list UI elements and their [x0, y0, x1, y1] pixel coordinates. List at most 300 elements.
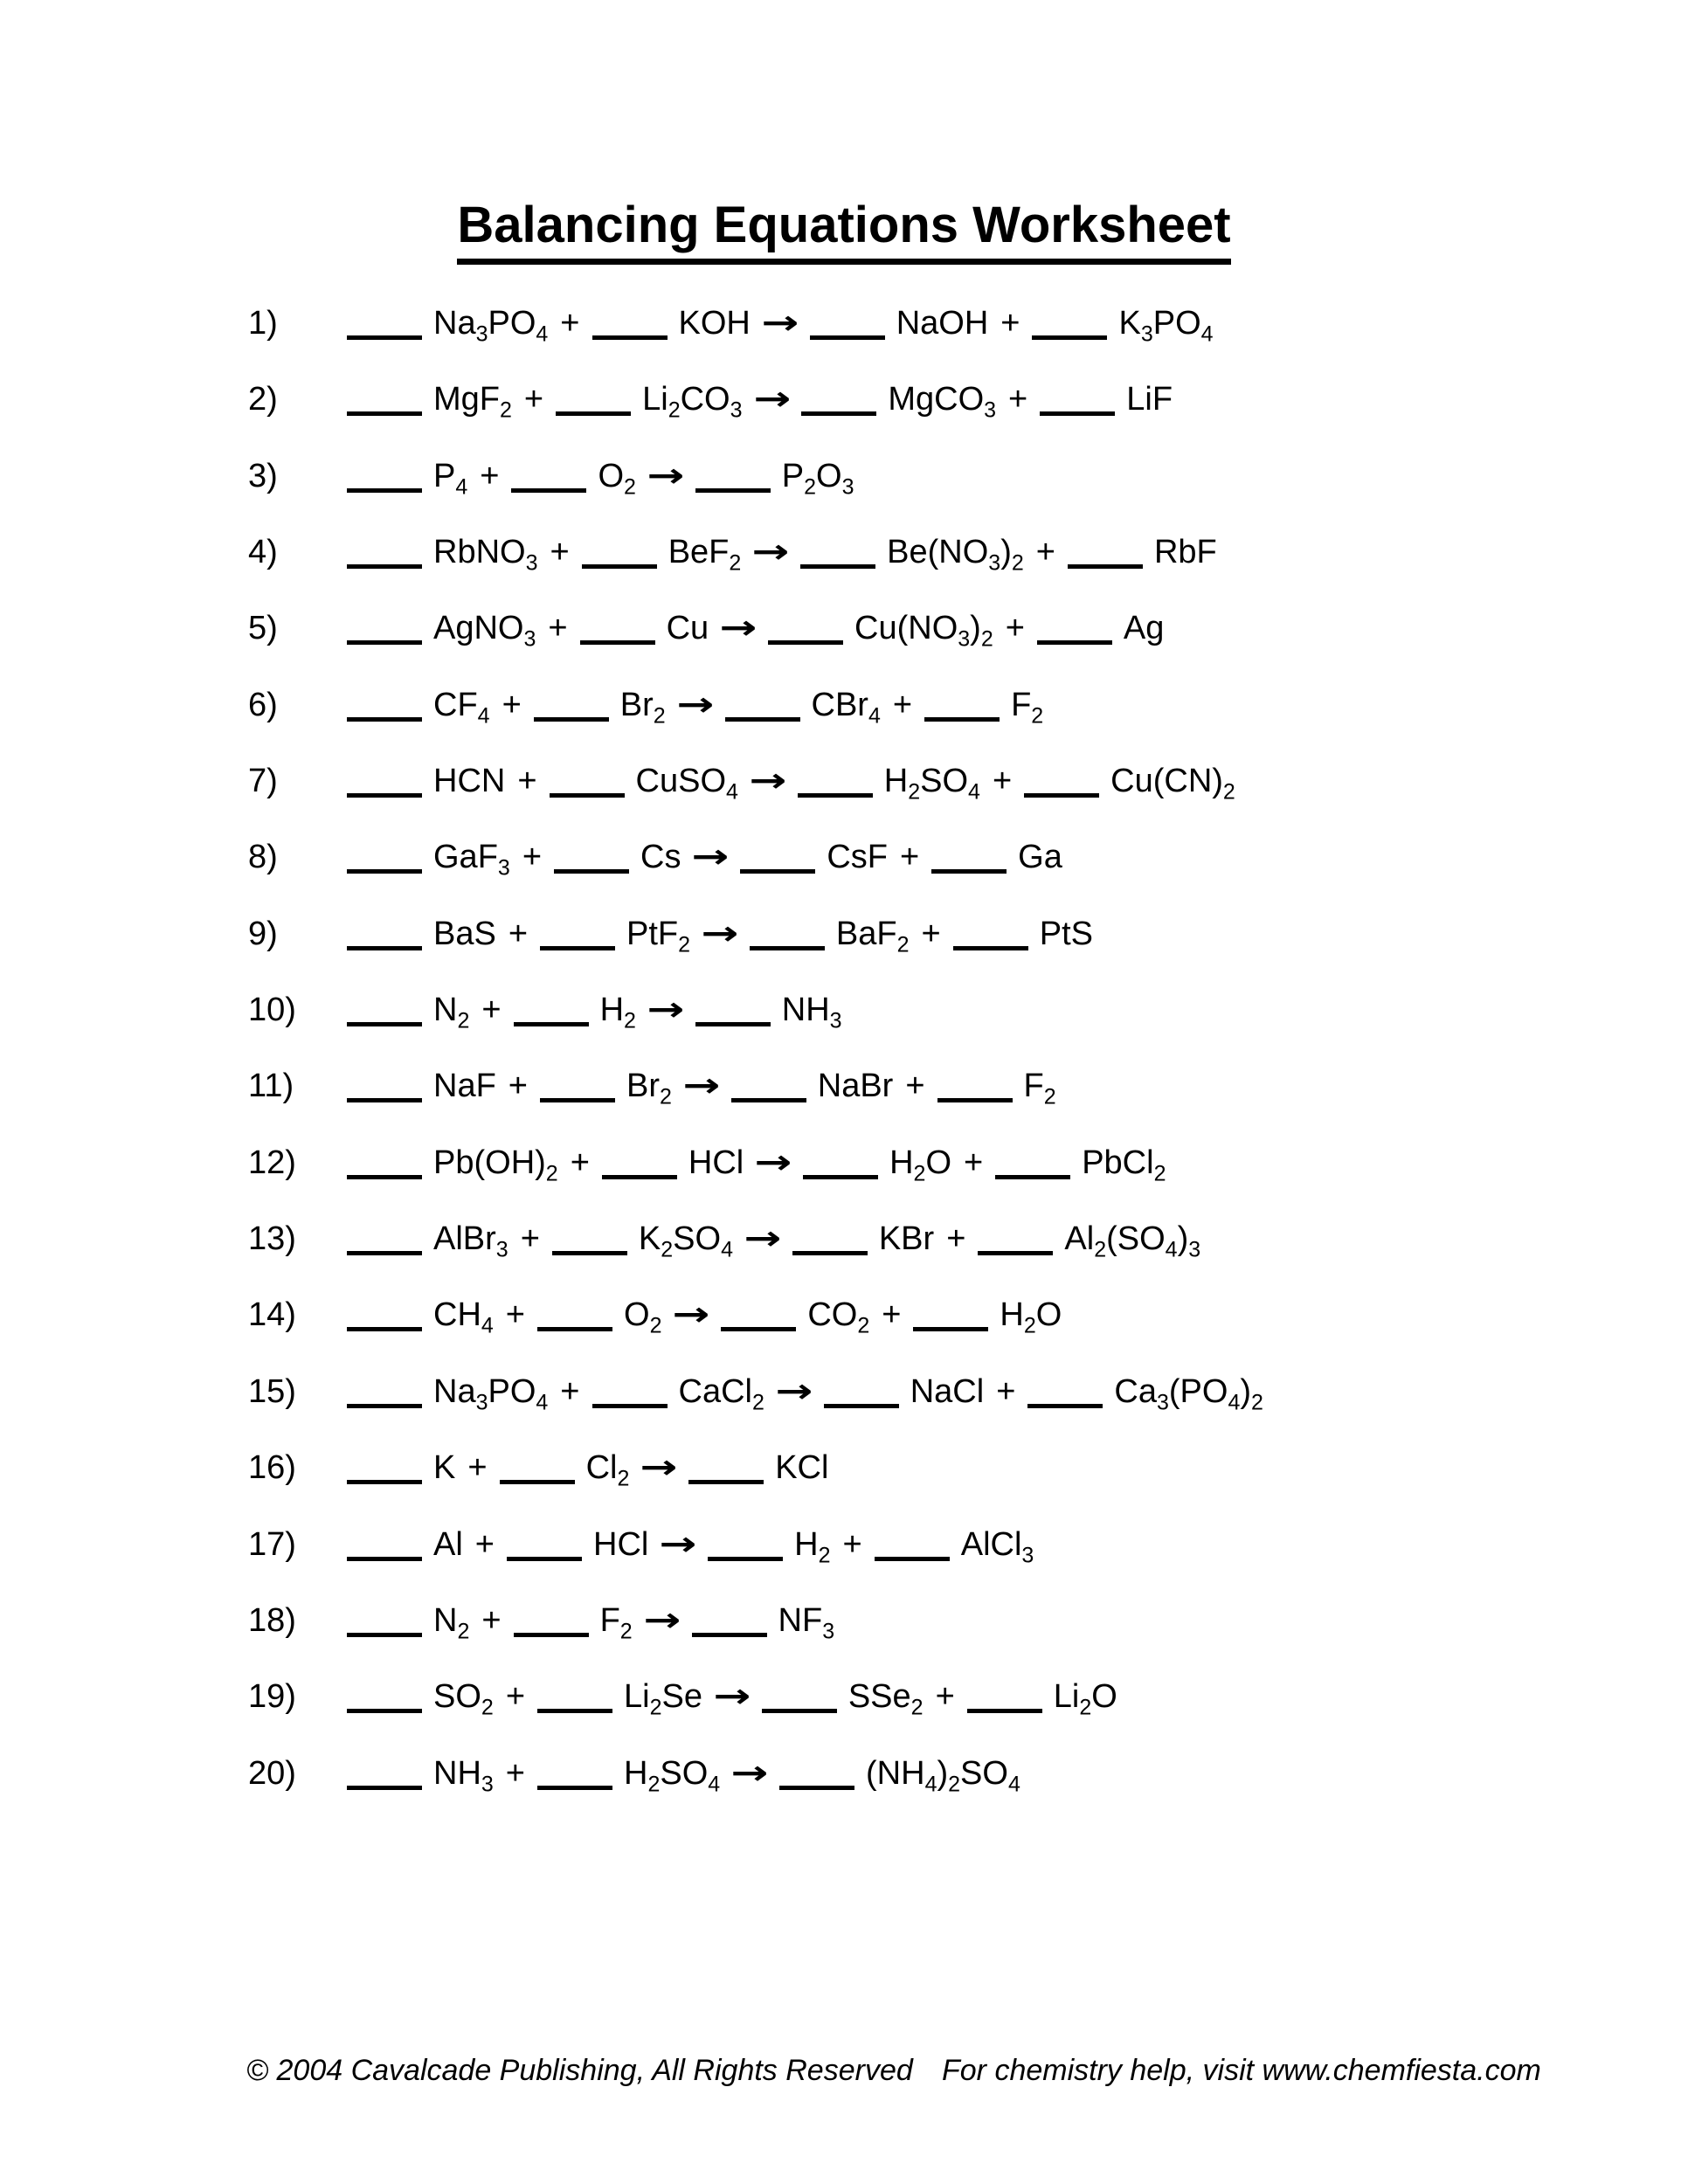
subscript: 3: [481, 1772, 494, 1797]
plus-sign: +: [508, 915, 529, 952]
equation-number: 7): [248, 763, 278, 800]
subscript: 2: [545, 1161, 558, 1186]
subscript: 4: [1007, 1772, 1020, 1797]
chemical-formula: Ag: [1123, 610, 1165, 647]
equation-number: 17): [248, 1525, 296, 1563]
chemical-formula: MgCO$_3$: [888, 381, 997, 423]
subscript: 3: [822, 1619, 835, 1644]
subscript: 3: [495, 1237, 508, 1262]
coefficient-blank: [537, 1301, 612, 1331]
chemical-formula: BaS: [433, 915, 496, 952]
subscript: 2: [653, 703, 666, 729]
equation-number: 18): [248, 1601, 296, 1639]
coefficient-blank: [801, 385, 876, 416]
coefficient-blank: [347, 385, 422, 416]
subscript: 3: [525, 550, 538, 576]
coefficient-blank: [779, 1759, 854, 1790]
coefficient-blank: [347, 462, 422, 493]
chemical-formula: $H_2SO_4$: [883, 763, 980, 805]
arrow-icon: →: [752, 379, 791, 418]
equation-row: [248, 1370, 1611, 1446]
equation-number: 3): [248, 457, 278, 494]
arrow-icon: →: [744, 1219, 782, 1258]
plus-sign: +: [505, 1296, 525, 1334]
chemical-formula: $CH_4$: [433, 1296, 494, 1339]
coefficient-blank: [750, 920, 825, 950]
coefficient-blank: [347, 691, 422, 722]
coefficient-blank: [953, 920, 1028, 950]
coefficient-blank: [556, 385, 631, 416]
coefficient-blank: [347, 538, 422, 569]
page-title: Balancing Equations Worksheet: [457, 199, 1230, 265]
arrow-icon: →: [659, 1524, 697, 1563]
arrow-icon: →: [719, 608, 758, 647]
chemical-formula: RbF: [1153, 534, 1217, 571]
subscript: 2: [661, 1237, 674, 1262]
arrow-icon: →: [672, 1295, 710, 1334]
coefficient-blank: [1027, 1378, 1103, 1408]
equation-number: 11): [248, 1068, 294, 1105]
coefficient-blank: [537, 1683, 612, 1713]
chemical-formula: CuSO$_4$: [635, 763, 738, 805]
coefficient-blank: [511, 462, 586, 493]
chemical-formula: Al: [433, 1525, 463, 1563]
chemical-formula: NaF: [433, 1068, 496, 1105]
subscript: 3: [497, 856, 510, 881]
equation-row: [248, 759, 1611, 835]
coefficient-blank: [708, 1531, 783, 1561]
equation-number: 12): [248, 1144, 296, 1181]
subscript: 3: [1021, 1543, 1034, 1568]
coefficient-blank: [798, 767, 873, 798]
chemical-formula: Cu: [666, 610, 709, 647]
equation-number: 4): [248, 534, 278, 571]
equation-number: 10): [248, 992, 296, 1029]
subscript: 3: [988, 550, 1001, 576]
chemical-formula: CBr$_4$: [811, 686, 881, 729]
plus-sign: +: [882, 1296, 902, 1334]
coefficient-blank: [967, 1683, 1042, 1713]
coefficient-blank: [1040, 385, 1115, 416]
subscript: 3: [1156, 1390, 1169, 1415]
coefficient-blank: [514, 996, 589, 1026]
plus-sign: +: [1005, 610, 1025, 647]
coefficient-blank: [695, 462, 771, 493]
equation-number: 6): [248, 686, 278, 723]
equation-row: [248, 1141, 1611, 1217]
equation-number: 9): [248, 915, 278, 952]
equation-row: [248, 988, 1611, 1064]
chemical-formula: Ga: [1018, 839, 1062, 876]
subscript: 4: [726, 779, 738, 805]
chemical-formula: GaF$_3$: [433, 839, 510, 881]
chemical-formula: $Cu(CN)_2$: [1110, 763, 1235, 805]
coefficient-blank: [347, 1301, 422, 1331]
chemical-formula: $O_2$: [624, 1296, 662, 1339]
subscript: 4: [708, 1772, 721, 1797]
page-header: [0, 199, 1688, 265]
coefficient-blank: [924, 691, 1000, 722]
subscript: 4: [477, 703, 490, 729]
subscript: 2: [948, 1772, 961, 1797]
subscript: 2: [678, 932, 691, 957]
subscript: 2: [908, 779, 921, 805]
chemical-formula: HCl: [688, 1144, 744, 1181]
coefficient-blank: [1068, 538, 1143, 569]
arrow-icon: →: [691, 837, 730, 876]
chemical-formula: NaOH: [896, 305, 989, 342]
subscript: 2: [751, 1390, 764, 1415]
coefficient-blank: [537, 1759, 612, 1790]
coefficient-blank: [792, 1225, 868, 1255]
coefficient-blank: [725, 691, 800, 722]
chemical-formula: $H_2O$: [1000, 1296, 1062, 1339]
subscript: 2: [481, 1695, 494, 1720]
coefficient-blank: [762, 1683, 837, 1713]
arrow-icon: →: [775, 1371, 813, 1410]
plus-sign: +: [481, 1601, 502, 1639]
plus-sign: +: [905, 1068, 925, 1105]
plus-sign: +: [505, 1754, 525, 1792]
equation-number: 1): [248, 305, 278, 342]
chemical-formula: BeF$_2$: [668, 534, 742, 576]
equation-row: [248, 454, 1611, 530]
chemical-formula: RbNO$_3$: [433, 534, 538, 576]
coefficient-blank: [507, 1531, 582, 1561]
subscript: 2: [980, 626, 993, 652]
arrow-icon: →: [751, 532, 790, 571]
chemical-formula: $N_2$: [433, 992, 470, 1033]
plus-sign: +: [996, 1372, 1016, 1410]
subscript: 2: [804, 474, 817, 500]
coefficient-blank: [347, 1607, 422, 1637]
arrow-icon: →: [713, 1676, 751, 1716]
plus-sign: +: [992, 763, 1013, 800]
chemical-formula: AlCl$_3$: [960, 1525, 1034, 1568]
equation-row: [248, 1675, 1611, 1751]
coefficient-blank: [1024, 767, 1099, 798]
subscript: 2: [818, 1543, 831, 1568]
coefficient-blank: [1032, 309, 1107, 340]
subscript: 4: [1200, 321, 1214, 347]
subscript: 4: [1165, 1237, 1178, 1262]
chemical-formula: $NH_3$: [433, 1754, 494, 1797]
plus-sign: +: [550, 534, 570, 571]
plus-sign: +: [517, 763, 537, 800]
plus-sign: +: [560, 305, 580, 342]
subscript: 2: [624, 474, 636, 500]
footer-copyright: © 2004 Cavalcade Publishing, All Rights Reserved: [246, 2054, 913, 2087]
equation-row: [248, 1446, 1611, 1522]
subscript: 2: [500, 397, 512, 423]
subscript: 4: [868, 703, 881, 729]
subscript: 3: [730, 397, 743, 423]
plus-sign: +: [1000, 305, 1020, 342]
chemical-formula: SSe$_2$: [847, 1678, 924, 1720]
arrow-icon: →: [761, 303, 799, 342]
chemical-formula: $SO_2$: [433, 1678, 494, 1720]
chemical-formula: $Na_3PO_4$: [433, 1372, 549, 1415]
chemical-formula: $Be(NO_3)_2$: [887, 534, 1024, 576]
subscript: 4: [968, 779, 980, 805]
equation-row: [248, 606, 1611, 682]
chemical-formula: $N_2$: [433, 1601, 470, 1644]
coefficient-blank: [347, 1454, 422, 1484]
plus-sign: +: [522, 839, 543, 876]
subscript: 4: [1228, 1390, 1241, 1415]
chemical-formula: $Ca_3(PO_4)_2$: [1114, 1372, 1263, 1415]
subscript: 2: [857, 1314, 870, 1339]
subscript: 2: [1023, 1314, 1036, 1339]
coefficient-blank: [347, 920, 422, 950]
coefficient-blank: [347, 1072, 422, 1102]
chemical-formula: MgF$_2$: [433, 381, 512, 423]
coefficient-blank: [347, 843, 422, 874]
plus-sign: +: [560, 1372, 580, 1410]
coefficient-blank: [995, 1149, 1070, 1179]
arrow-icon: →: [647, 990, 685, 1029]
coefficient-blank: [592, 309, 668, 340]
subscript: 2: [649, 1695, 662, 1720]
subscript: 2: [910, 1695, 924, 1720]
coefficient-blank: [514, 1607, 589, 1637]
chemical-formula: $NH_3$: [781, 992, 842, 1033]
chemical-formula: $Li_2O$: [1053, 1678, 1117, 1720]
chemical-formula: K: [433, 1449, 456, 1487]
coefficient-blank: [875, 1531, 950, 1561]
subscript: 2: [729, 550, 742, 576]
plus-sign: +: [502, 686, 522, 723]
plus-sign: +: [935, 1678, 955, 1716]
equation-row: [248, 530, 1611, 606]
coefficient-blank: [347, 1225, 422, 1255]
coefficient-blank: [803, 1149, 878, 1179]
subscript: 2: [647, 1772, 661, 1797]
subscript: 4: [721, 1237, 733, 1262]
chemical-formula: $Cl_2$: [585, 1449, 630, 1491]
plus-sign: +: [921, 915, 941, 952]
subscript: 2: [1043, 1085, 1056, 1110]
coefficient-blank: [540, 1072, 615, 1102]
subscript: 4: [536, 1390, 549, 1415]
plus-sign: +: [508, 1068, 528, 1105]
chemical-formula: $P_2O_3$: [781, 457, 854, 500]
arrow-icon: →: [676, 684, 715, 723]
chemical-formula: $CO_2$: [807, 1296, 870, 1339]
chemical-formula: AgNO$_3$: [433, 610, 536, 652]
equation-number: 14): [248, 1296, 296, 1334]
subscript: 2: [1094, 1237, 1107, 1262]
chemical-formula: NaBr: [817, 1068, 894, 1105]
subscript: 3: [958, 626, 971, 652]
subscript: 2: [1031, 703, 1044, 729]
subscript: 3: [829, 1008, 842, 1033]
plus-sign: +: [1035, 534, 1055, 571]
coefficient-blank: [740, 843, 815, 874]
chemical-formula: KBr: [878, 1220, 935, 1258]
chemical-formula: $Pb(OH)_2$: [433, 1144, 558, 1186]
coefficient-blank: [347, 1378, 422, 1408]
subscript: 2: [1153, 1161, 1166, 1186]
subscript: 2: [619, 1619, 633, 1644]
arrow-icon: →: [640, 1448, 678, 1487]
plus-sign: +: [474, 1525, 495, 1563]
plus-sign: +: [548, 610, 568, 647]
subscript: 2: [457, 1619, 470, 1644]
equation-number: 15): [248, 1372, 296, 1410]
coefficient-blank: [347, 1759, 422, 1790]
plus-sign: +: [899, 839, 920, 876]
chemical-formula: $Na_3PO_4$: [433, 305, 549, 347]
coefficient-blank: [978, 1225, 1053, 1255]
coefficient-blank: [824, 1378, 899, 1408]
equation-row: [248, 835, 1611, 911]
plus-sign: +: [481, 992, 502, 1029]
subscript: 4: [481, 1314, 494, 1339]
chemical-formula: BaF$_2$: [835, 915, 910, 957]
coefficient-blank: [602, 1149, 677, 1179]
subscript: 4: [924, 1772, 937, 1797]
equation-row: [248, 1217, 1611, 1293]
subscript: 2: [896, 932, 910, 957]
equation-row: [248, 377, 1611, 453]
equation-number: 5): [248, 610, 278, 647]
equation-number: 13): [248, 1220, 296, 1258]
chemical-formula: $F_2$: [1011, 686, 1044, 729]
coefficient-blank: [347, 1149, 422, 1179]
subscript: 2: [457, 1008, 470, 1033]
chemical-formula: $F_2$: [599, 1601, 633, 1644]
equation-number: 20): [248, 1754, 296, 1792]
equation-number: 19): [248, 1678, 296, 1716]
subscript: 2: [617, 1466, 630, 1491]
chemical-formula: $Al_2(SO_4)_3$: [1064, 1220, 1201, 1262]
chemical-formula: CaCl$_2$: [678, 1372, 764, 1415]
coefficient-blank: [347, 996, 422, 1026]
subscript: 2: [1011, 550, 1024, 576]
subscript: 3: [841, 474, 854, 500]
equation-number: 2): [248, 381, 278, 418]
coefficient-blank: [692, 1607, 767, 1637]
coefficient-blank: [800, 538, 875, 569]
equation-list: [248, 301, 1611, 1828]
chemical-formula: HCl: [593, 1525, 649, 1563]
subscript: 2: [668, 397, 681, 423]
subscript: 4: [536, 321, 549, 347]
chemical-formula: $K_2SO_4$: [638, 1220, 733, 1262]
chemical-formula: KOH: [678, 305, 751, 342]
coefficient-blank: [695, 996, 771, 1026]
chemical-formula: CsF: [827, 839, 888, 876]
plus-sign: +: [480, 457, 500, 494]
arrow-icon: →: [643, 1600, 681, 1639]
subscript: 2: [913, 1161, 926, 1186]
coefficient-blank: [768, 614, 843, 645]
plus-sign: +: [505, 1678, 526, 1716]
plus-sign: +: [892, 686, 913, 723]
subscript: 3: [475, 321, 488, 347]
subscript: 3: [1140, 321, 1153, 347]
coefficient-blank: [500, 1454, 575, 1484]
chemical-formula: $H_2O$: [889, 1144, 951, 1186]
arrow-icon: →: [647, 455, 685, 494]
chemical-formula: $P_4$: [433, 457, 468, 500]
equation-row: [248, 1752, 1611, 1828]
plus-sign: +: [570, 1144, 590, 1181]
coefficient-blank: [913, 1301, 988, 1331]
chemical-formula: $(NH_4)_2SO_4$: [866, 1754, 1020, 1797]
coefficient-blank: [347, 614, 422, 645]
chemical-formula: $NF_3$: [778, 1601, 835, 1644]
coefficient-blank: [552, 1225, 627, 1255]
arrow-icon: →: [754, 1142, 792, 1181]
chemical-formula: $H_2$: [794, 1525, 831, 1568]
chemical-formula: $F_2$: [1023, 1068, 1056, 1110]
chemical-formula: PtF$_2$: [626, 915, 691, 957]
chemical-formula: $Cu(NO_3)_2$: [854, 610, 993, 652]
chemical-formula: $K_3PO_4$: [1118, 305, 1214, 347]
coefficient-blank: [731, 1072, 806, 1102]
coefficient-blank: [347, 1683, 422, 1713]
subscript: 4: [455, 474, 468, 500]
equation-number: 16): [248, 1449, 296, 1487]
coefficient-blank: [931, 843, 1007, 874]
plus-sign: +: [467, 1449, 488, 1487]
chemical-formula: PbCl$_2$: [1082, 1144, 1166, 1186]
plus-sign: +: [946, 1220, 966, 1258]
chemical-formula: $H_2$: [599, 992, 636, 1033]
coefficient-blank: [550, 767, 625, 798]
arrow-icon: →: [682, 1066, 721, 1105]
coefficient-blank: [347, 1531, 422, 1561]
subscript: 2: [1222, 779, 1235, 805]
coefficient-blank: [937, 1072, 1013, 1102]
chemical-formula: $H_2SO_4$: [624, 1754, 721, 1797]
chemical-formula: $CF_4$: [433, 686, 490, 729]
coefficient-blank: [721, 1301, 796, 1331]
chemical-formula: $O_2$: [598, 457, 636, 500]
equation-row: [248, 912, 1611, 988]
arrow-icon: →: [701, 913, 739, 952]
chemical-formula: KCl: [775, 1449, 829, 1487]
footer-help-text: For chemistry help, visit www.chemfiesta.com: [942, 2054, 1541, 2087]
plus-sign: +: [964, 1144, 984, 1181]
chemical-formula: $Li_2CO_3$: [642, 381, 743, 423]
coefficient-blank: [810, 309, 885, 340]
equation-row: [248, 1523, 1611, 1599]
subscript: 3: [475, 1390, 488, 1415]
equation-row: [248, 1293, 1611, 1369]
subscript: 2: [649, 1314, 662, 1339]
equation-row: [248, 683, 1611, 759]
coefficient-blank: [347, 767, 422, 798]
arrow-icon: →: [730, 1752, 769, 1792]
equation-row: [248, 1599, 1611, 1675]
equation-row: [248, 1064, 1611, 1140]
chemical-formula: AlBr$_3$: [433, 1220, 508, 1262]
plus-sign: +: [523, 381, 544, 418]
coefficient-blank: [347, 309, 422, 340]
subscript: 2: [624, 1008, 636, 1033]
coefficient-blank: [688, 1454, 764, 1484]
chemical-formula: $Br_2$: [619, 686, 666, 729]
coefficient-blank: [1037, 614, 1112, 645]
subscript: 2: [1079, 1695, 1092, 1720]
plus-sign: +: [520, 1220, 540, 1258]
chemical-formula: $Br_2$: [626, 1068, 672, 1110]
subscript: 3: [1188, 1237, 1201, 1262]
subscript: 2: [660, 1085, 672, 1110]
